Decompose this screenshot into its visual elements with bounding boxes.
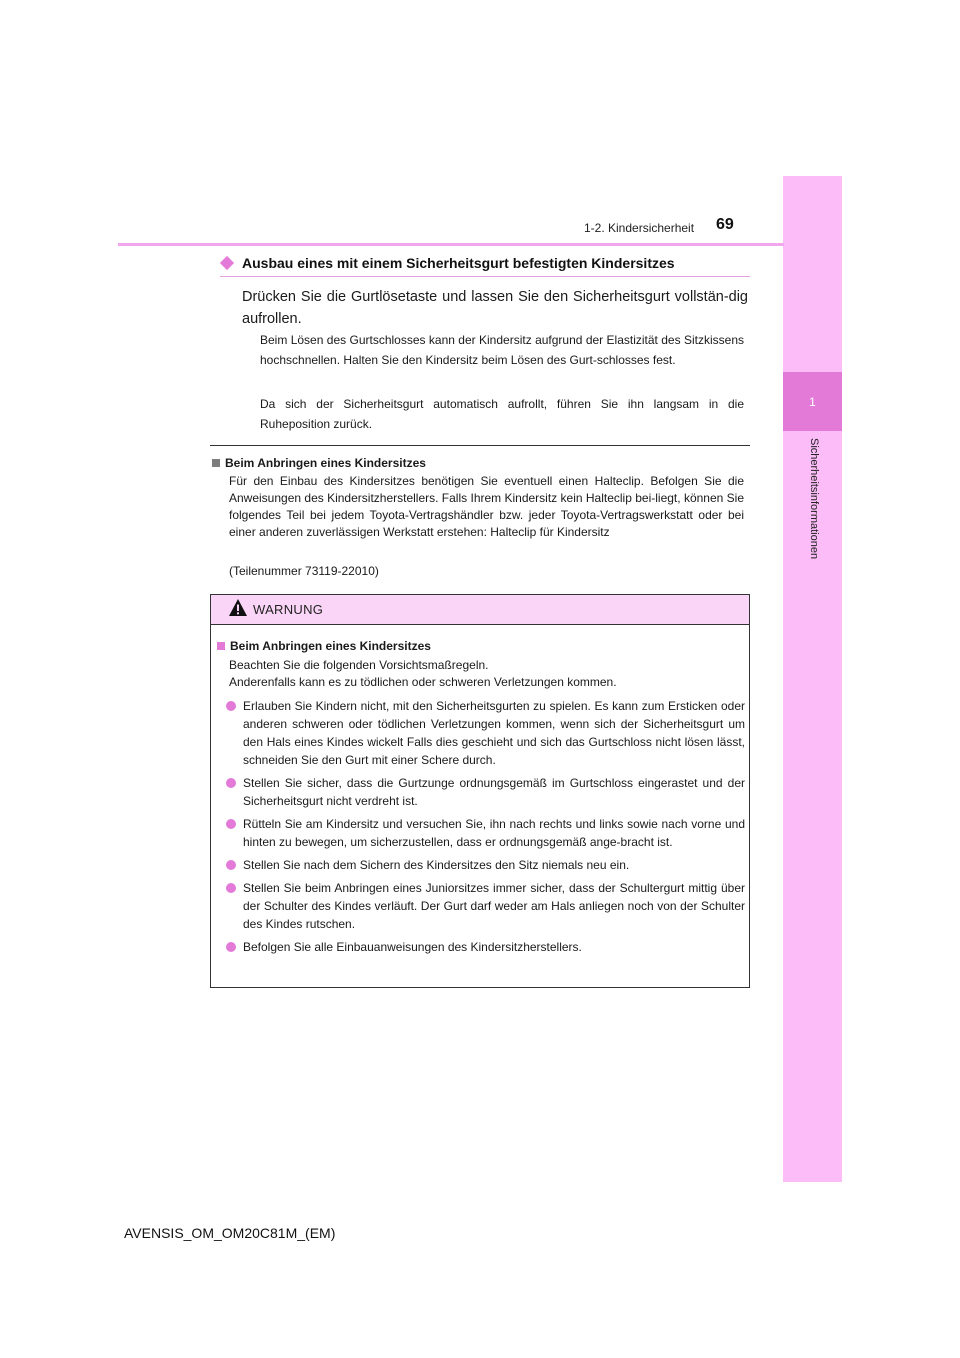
warning-box	[210, 594, 750, 988]
bullet-icon	[226, 942, 236, 952]
section-title: 1-2. Kindersicherheit	[584, 221, 695, 235]
diamond-icon	[220, 256, 234, 270]
chapter-number: 1	[809, 394, 816, 409]
list-item	[225, 815, 745, 851]
warning-subtitle-text: Beim Anbringen eines Kindersitzes	[230, 639, 431, 653]
square-bullet-icon	[217, 642, 225, 650]
list-item-text: Erlauben Sie Kindern nicht, mit den Sicherheitsgurten zu spielen. Es kann zum Ersticken oder anderen schweren oder tödlichen Verletzungen kommen, wenn sich der Sicherheitsgurt um den Hals eines Kindes wickelt Falls dies geschieht und sich das Gurtschloss nicht lösen lässt, schneiden Sie den Gurt mit einer Schere durch.	[243, 699, 745, 767]
warning-header	[211, 595, 749, 625]
instruction-text: Drücken Sie die Gurtlösetaste und lassen Sie den Sicherheitsgurt vollstän-dig aufrollen.	[242, 289, 748, 327]
warning-triangle-icon	[228, 598, 248, 618]
list-item-text: Befolgen Sie alle Einbauanweisungen des Kindersitzherstellers.	[243, 940, 582, 954]
chapter-side-tab	[783, 176, 842, 1182]
info-body: Für den Einbau des Kindersitzes benötigen Sie eventuell einen Halteclip. Befolgen Sie die Anweisungen des Kindersitzherstellers. Falls Ihrem Kindersitz kein Halteclip bei-liegt, können Sie folgendes Teil bei jedem Toyota-Vertragshändler bzw. jeder Toyota-Vertragswerkstatt oder bei einer anderen zuverlässigen Werkstatt erstehen: Halteclip für Kindersitz	[229, 474, 744, 539]
part-number: (Teilenummer 73119-22010)	[229, 564, 379, 578]
page-number: 69	[716, 216, 734, 233]
warning-list	[225, 697, 745, 961]
warning-label: WARNUNG	[253, 602, 324, 617]
square-bullet-icon	[212, 459, 220, 467]
bullet-icon	[226, 883, 236, 893]
list-item	[225, 938, 745, 956]
bullet-icon	[226, 819, 236, 829]
subsection-heading	[220, 254, 750, 277]
footer-doc-id: AVENSIS_OM_OM20C81M_(EM)	[124, 1225, 336, 1241]
info-heading-text: Beim Anbringen eines Kindersitzes	[225, 456, 426, 470]
header-rule	[118, 243, 784, 246]
list-item-text: Stellen Sie nach dem Sichern des Kindersitzes den Sitz niemals neu ein.	[243, 858, 630, 872]
warning-subtitle	[217, 639, 431, 653]
list-item	[225, 856, 745, 874]
bullet-icon	[226, 860, 236, 870]
info-heading	[212, 456, 426, 470]
list-item-text: Rütteln Sie am Kindersitz und versuchen Sie, ihn nach rechts und links sowie nach vorne und hinten zu bewegen, um sicherzustellen, dass er ordnungsgemäß ange-bracht ist.	[243, 817, 745, 849]
warning-intro-line: Beachten Sie die folgenden Vorsichtsmaßregeln.	[229, 658, 489, 672]
note-paragraph: Beim Lösen des Gurtschlosses kann der Kindersitz aufgrund der Elastizität des Sitzkissens hochschnellen. Halten Sie den Kindersitz beim Lösen des Gurt-schlosses fest.	[260, 333, 744, 367]
list-item	[225, 879, 745, 933]
bullet-icon	[226, 701, 236, 711]
list-item	[225, 774, 745, 810]
note-paragraph: Da sich der Sicherheitsgurt automatisch aufrollt, führen Sie ihn langsam in die Ruheposition zurück.	[260, 397, 744, 431]
warning-intro	[229, 657, 744, 691]
bullet-icon	[226, 778, 236, 788]
chapter-title: Sicherheitsinformationen	[808, 438, 820, 560]
subsection-heading-text: Ausbau eines mit einem Sicherheitsgurt befestigten Kindersitzes	[242, 255, 675, 271]
warning-intro-line: Anderenfalls kann es zu tödlichen oder schweren Verletzungen kommen.	[229, 675, 617, 689]
list-item-text: Stellen Sie beim Anbringen eines Juniorsitzes immer sicher, dass der Schultergurt mittig über der Schulter des Kindes verläuft. Der Gurt darf weder am Hals anliegen noch von der Schulter des Kindes rutschen.	[243, 881, 745, 931]
list-item-text: Stellen Sie sicher, dass die Gurtzunge ordnungsgemäß im Gurtschloss eingerastet und der Sicherheitsgurt nicht verdreht ist.	[243, 776, 745, 808]
list-item	[225, 697, 745, 769]
section-divider	[210, 445, 750, 446]
